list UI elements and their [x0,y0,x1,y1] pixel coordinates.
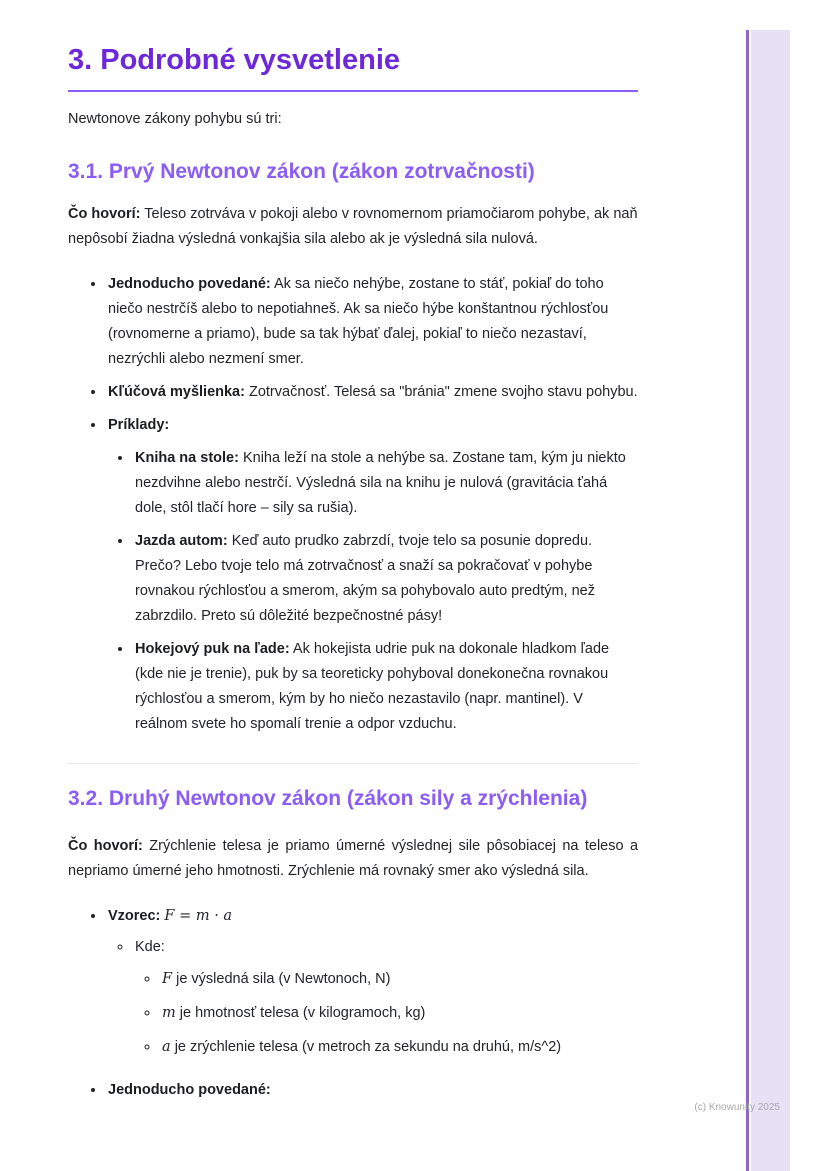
side-accent-line [746,30,749,1171]
example-car-label: Jazda autom: [135,533,228,549]
intro-text: Newtonove zákony pohybu sú tri: [68,111,282,127]
variable-mass [160,1001,638,1026]
formula-expression: F = m · a [164,908,233,924]
key-idea-label: Kľúčová myšlienka: [108,384,245,400]
variable-acceleration-text: je zrýchlenie telesa (v metroch za sekundu na druhú, m/s^2) [174,1039,562,1055]
variables-list [135,967,638,1060]
what-it-says-text-2: Zrýchlenie telesa je priamo úmerné výslednej sile pôsobiacej na teleso a nepriamo úmerné jeho hmotnosti. Zrýchlenie má rovnaký smer ako výsledná sila. [68,838,639,879]
simply-put-label: Jednoducho povedané: [108,276,271,292]
copyright-footer: (c) Knowunity 2025 [694,1102,780,1113]
section-divider [68,763,638,764]
example-car-ride [133,529,638,629]
simply-put-text: Ak sa niečo nehýbe, zostane to stáť, pokiaľ do toho niečo nestrčíš alebo to nepotiahneš. Ak sa niečo hýbe konštantnou rýchlosťou (rovnomerne a priamo), bude sa tak hýbať ďalej, pokiaľ to niečo nezastaví, nezrýchli alebo nezmení smer. [108,276,609,367]
variable-force [160,967,638,992]
variable-force-text: je výsledná sila (v Newtonoch, N) [176,971,391,987]
section-3-2-heading: 3.2. Druhý Newtonov zákon (zákon sily a zrýchlenia) [68,787,588,810]
example-car-text: Keď auto prudko zabrzdí, tvoje telo sa posunie dopredu. Prečo? Lebo tvoje telo má zotrvačnosť a snaží sa pokračovať v pohybe rovnakou rýchlosťou a smerom, akým sa pohybovalo auto predtým, než zabrzdilo. Preto sú dôležité bezpečnostné pásy! [135,533,595,624]
section-3-2-summary [68,834,638,884]
formula-label: Vzorec: [108,908,161,924]
example-book-text: Kniha leží na stole a nehýbe sa. Zostane tam, kým ju niekto nezdvihne alebo nestrčí. Výsledná sila na knihu je nulová (gravitácia ťahá dole, stôl tlačí hore – sily sa rušia). [135,450,626,516]
example-hockey-puck [133,637,638,737]
list-item-examples [106,413,638,737]
section-3-1-heading: 3.1. Prvý Newtonov zákon (zákon zotrvačnosti) [68,160,535,183]
what-it-says-label-2: Čo hovorí: [68,838,143,854]
variable-mass-text: je hmotnosť telesa (v kilogramoch, kg) [179,1005,426,1021]
examples-sublist [108,446,638,737]
what-it-says-text: Teleso zotrváva v pokoji alebo v rovnomernom priamočiarom pohybe, ak naň nepôsobí žiadna výsledná vonkajšia sila alebo ak je výsledná sila nulová. [68,206,638,247]
list-item-simply-put [106,272,638,372]
key-idea-text: Zotrvačnosť. Telesá sa "bránia" zmene svojho stavu pohybu. [248,384,638,400]
example-puck-text: Ak hokejista udrie puk na dokonale hladkom ľade (kde nie je trenie), puk by sa teoreticky pohyboval donekonečna rovnakou rýchlosťou a smerom, kým by ho niečo nezastavilo (napr. mantinel). V reálnom svete ho spomalí trenie a odpor vzduchu. [135,641,610,732]
what-it-says-label: Čo hovorí: [68,206,141,222]
simply-put-label-2: Jednoducho povedané: [108,1082,271,1098]
variable-acceleration-symbol: a [162,1039,171,1055]
examples-label: Príklady: [108,417,170,433]
variable-acceleration [160,1035,638,1060]
section-3-1-list [68,272,638,737]
section-3-2-list [68,904,638,1103]
content-area [68,42,638,1111]
page-title: 3. Podrobné vysvetlenie [68,42,638,92]
example-puck-label: Hokejový puk na ľade: [135,641,290,657]
section-3-1-summary [68,202,638,252]
formula-definition-list [108,935,638,1060]
where-label: Kde: [135,939,165,955]
variable-mass-symbol: m [162,1005,176,1021]
list-item-key-idea [106,380,638,405]
example-book-label: Kniha na stole: [135,450,239,466]
list-item-formula [106,904,638,1060]
side-strip [751,30,790,1171]
variable-force-symbol: F [162,971,173,987]
list-item-where [133,935,638,1060]
example-book-on-table [133,446,638,521]
list-item-simply-put-2 [106,1078,638,1103]
